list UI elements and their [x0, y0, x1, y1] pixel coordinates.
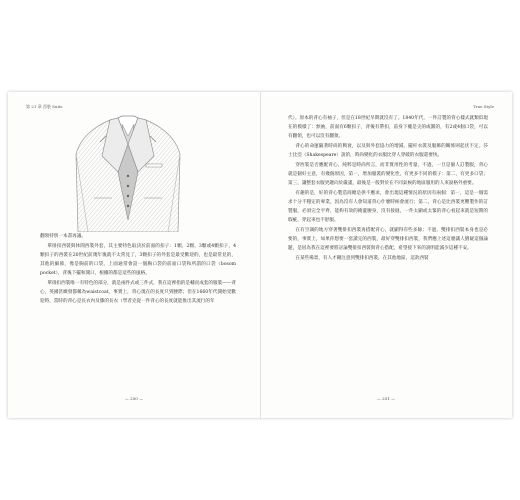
paragraph: 背心的命運隨著時尚的興衰，以及與外套協力的增減，擺杆衣裝及服飾的關係則起伏不定。莎士比亞（Shakespeare）說的，時尚變化的衣服比穿人穿破的衣服還要快。 — [288, 144, 488, 158]
left-page — [8, 92, 260, 418]
paragraph: 單排扣西裝唯一有特色的部分，就是兩件式或三件式，我在這裡指的是輔貢成套的服裝——背心，英國甚緻發都稱為waistcoat，事實上，背心現在的長度只到腰際；但在1660年代開始受歡迎時，當時的背心是長衣內及膝的長衣（學者克從一件背心的長度就能推出其流行的年 — [40, 281, 236, 304]
page-number-right: — 251 — — [376, 396, 396, 401]
running-head-right: True Style — [472, 104, 494, 109]
left-page-body — [40, 232, 236, 307]
paragraph: 在有空調的地方穿著雙排扣西裝再搭配背心，就顯得有些多餘；不過，雙排扣西裝本身也是必要的，事實上，如果你想要一套讀完的西裝，最好穿雙排扣西裝，我們應上述這麼讓人猶疑這個論題，是因為我在這裡要將討論雙排扣西裝與背心搭配，希望接下來的說明能減少這種不安。 — [288, 228, 488, 251]
paragraph: 代）。原本的背心有袖子，但是在18世紀早期就沒有了。1840年代，一件訂製的背心樣式就類似現在的模樣了：無袖，前面有6顆扣子，背後有帶扣，前身下襬是尖的或圓的，有2或4個口袋，可以有翻領，也可以沒有翻領。 — [288, 116, 488, 139]
paragraph: 穿西裝是否應配背心，純粹是時尚所言，而非實用性的考量，不過，一旦是個人訂製服，背心就是個好主意，有幾個原因，第一，增加服裝的變化性，有更多不同的模子：第二，有更多口袋；第三，讓整套衣服更趨向於嚴謹，最後是一般對於在不同氣候的地區服用的人來說格外重要。 — [288, 163, 488, 186]
paragraph: 在某些場景，有人才剛注意到雙排扣西裝，在其他地區，這款西裝 — [295, 256, 429, 261]
paragraph: 翻領特別一本書再議。 — [40, 234, 86, 239]
running-head-left: 第 21 章 西裝 Suits — [26, 104, 63, 109]
right-page — [260, 92, 512, 418]
page-number-left: — 250 — — [124, 396, 144, 401]
paragraph: 有趣的是，好的背心製造商總是供不應求，會出現這種情況的原因有兩個：第一，這是一個需求十分不穩定的專業，因為沒有人會知道背心什麼時候會流行；第二，背心是比西裝更難製作的訂製服，必須完全平齊，能夠有效的掩蓋腰身，沒有接縫，一件太顯或太緊的背心看起來就是短期的瑕疵，穿起來也不舒服。 — [288, 191, 488, 223]
book-spread — [8, 92, 512, 418]
paragraph: 單排扣西裝與休閒西裝外套，其主要特色取決於前面的扣子：1顆、2顆、3顆或4顆扣子，4顆扣子的西裝在20世紀前幾年後就不太常見了，3顆扣子的外套是最受歡迎的，也是最常見的，其他的細節，像是胸前的口袋、上面通常會設一個胸口袋的前面口袋和所謂的口袋（bosom pocket），背後下擺和開口，根據的都是這些的風格。 — [40, 244, 236, 276]
suit-jacket-illustration — [68, 114, 188, 232]
right-page-body — [288, 114, 488, 264]
